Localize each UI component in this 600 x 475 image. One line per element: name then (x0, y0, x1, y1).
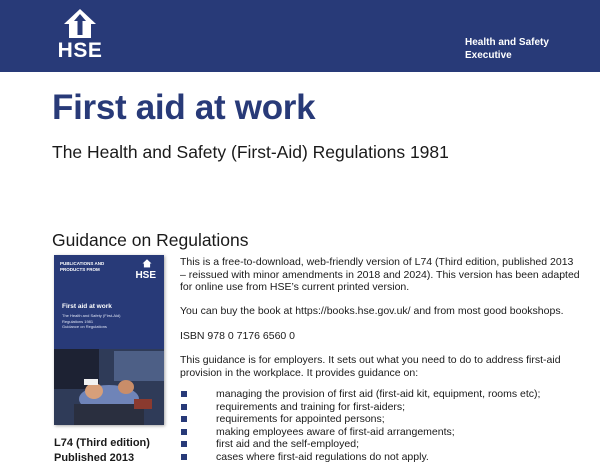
cover-subtitle (62, 313, 154, 330)
bullet-square-icon (181, 404, 187, 410)
hse-logo (52, 8, 108, 64)
list-item-text: requirements and training for first-aiders; (216, 400, 406, 413)
cover-subtitle-line: The Health and Safety (First-Aid) (62, 313, 121, 318)
edition-label: L74 (Third edition) (54, 437, 150, 449)
hse-logo-icon (62, 8, 98, 40)
header-banner (0, 0, 600, 72)
bullet-square-icon (181, 416, 187, 422)
list-item (180, 451, 580, 464)
guidance-topics-list (180, 388, 580, 464)
cover-photo (54, 349, 164, 425)
list-item-text: cases where first-aid regulations do not apply. (216, 450, 429, 463)
cover-publisher-text: PUBLICATIONS AND PRODUCTS FROM (60, 261, 105, 272)
document-title: First aid at work (52, 88, 316, 127)
published-label: Published 2013 (54, 452, 135, 464)
list-item-text: first aid and the self-employed; (216, 438, 359, 451)
list-item (180, 438, 580, 451)
purchase-paragraph: You can buy the book at https://books.hse.gov.uk/ and from most good bookshops. (180, 305, 564, 317)
organisation-name-line1: Health and Safety (465, 37, 549, 48)
list-item-text: managing the provision of first aid (first-aid kit, equipment, rooms etc); (216, 388, 541, 400)
list-item (180, 388, 580, 401)
cover-hse-logo-icon (141, 259, 153, 268)
cover-subtitle-line: Regulations 1981 (62, 318, 94, 324)
cover-subtitle-line: Guidance on Regulations (62, 324, 107, 329)
cover-title: First aid at work (62, 303, 112, 310)
document-subtitle: The Health and Safety (First-Aid) Regulations 1981 (52, 142, 449, 162)
isbn-paragraph: ISBN 978 0 7176 6560 0 (180, 330, 296, 342)
audience-paragraph: This guidance is for employers. It sets out what you need to do to address first-aid provision in the workplace. It provides guidance on: (180, 354, 561, 379)
bullet-square-icon (181, 454, 187, 460)
organisation-name (465, 36, 549, 62)
bullet-square-icon (181, 441, 187, 447)
bullet-square-icon (181, 391, 187, 397)
list-item (180, 401, 580, 414)
list-item-text: requirements for appointed persons; (216, 413, 385, 426)
cover-hse-text: HSE (135, 270, 156, 281)
book-cover-image (54, 255, 164, 425)
list-item (180, 426, 580, 439)
organisation-name-line2: Executive (465, 50, 512, 61)
section-heading: Guidance on Regulations (52, 230, 249, 250)
intro-paragraph: This is a free-to-download, web-friendly version of L74 (Third edition, published 2013 – reissued with minor amendments in 2018 and 2024). This version has been adapted for online use from HSE’s current printed version. (180, 256, 580, 293)
bullet-square-icon (181, 429, 187, 435)
list-item-text: making employees aware of first-aid arrangements; (216, 425, 455, 438)
list-item (180, 413, 580, 426)
hse-logo-text: HSE (57, 39, 103, 62)
publication-caption (54, 436, 150, 466)
